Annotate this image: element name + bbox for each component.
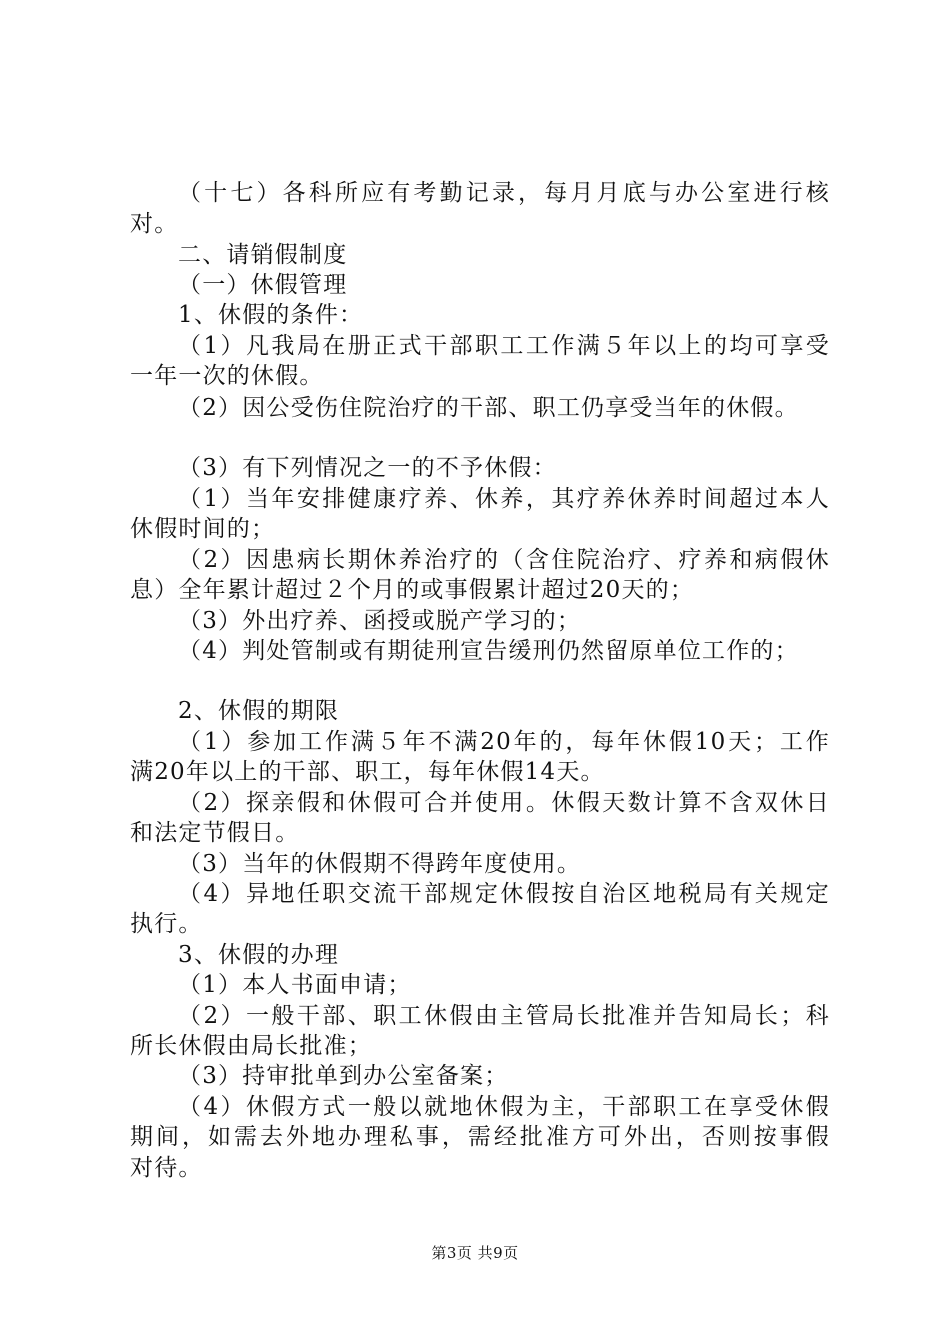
- section-heading: 二、请销假制度: [178, 242, 348, 268]
- paragraph-line: 一年一次的休假。: [130, 363, 324, 389]
- paragraph-line: （1）本人书面申请；: [178, 972, 412, 998]
- subsection-heading: （一）休假管理: [178, 272, 348, 298]
- paragraph-line: （1）凡我局在册正式干部职工工作满５年以上的均可享受: [178, 333, 830, 359]
- item-heading: 3、休假的办理: [178, 942, 340, 968]
- paragraph-line: 对待。: [130, 1155, 203, 1181]
- paragraph-line: （3）持审批单到办公室备案；: [178, 1063, 509, 1089]
- paragraph-line: 息）全年累计超过２个月的或事假累计超过20天的；: [130, 577, 695, 603]
- paragraph-line: （4）判处管制或有期徒刑宣告缓刑仍然留原单位工作的；: [178, 638, 799, 664]
- paragraph-line: （2）一般干部、职工休假由主管局长批准并告知局长；科: [178, 1003, 830, 1029]
- item-heading: 1、休假的条件：: [178, 302, 364, 328]
- paragraph-line: （3）当年的休假期不得跨年度使用。: [178, 851, 582, 877]
- paragraph-line: （4）异地任职交流干部规定休假按自治区地税局有关规定: [178, 881, 830, 907]
- paragraph-line: （2）探亲假和休假可合并使用。休假天数计算不含双休日: [178, 790, 830, 816]
- paragraph-line: （1）参加工作满５年不满20年的，每年休假10天；工作: [178, 729, 830, 755]
- paragraph-line: （4）休假方式一般以就地休假为主，干部职工在享受休假: [178, 1094, 830, 1120]
- page-number-footer: 第3页 共9页: [431, 1244, 519, 1262]
- paragraph-line: （3）外出疗养、函授或脱产学习的；: [178, 608, 582, 634]
- item-heading: 2、休假的期限: [178, 698, 340, 724]
- paragraph-line: 对。: [130, 211, 179, 237]
- paragraph-line: 满20年以上的干部、职工，每年休假14天。: [130, 759, 605, 785]
- paragraph-line: 休假时间的；: [130, 516, 276, 542]
- paragraph-line: （十七）各科所应有考勤记录，每月月底与办公室进行核: [178, 180, 830, 206]
- paragraph-line: （3）有下列情况之一的不予休假：: [178, 455, 557, 481]
- paragraph-line: 执行。: [130, 911, 203, 937]
- paragraph-line: （2）因公受伤住院治疗的干部、职工仍享受当年的休假。: [178, 395, 799, 421]
- paragraph-line: （2）因患病长期休养治疗的（含住院治疗、疗养和病假休: [178, 547, 830, 573]
- paragraph-line: 所长休假由局长批准；: [130, 1033, 372, 1059]
- paragraph-line: 和法定节假日。: [130, 820, 300, 846]
- paragraph-line: （1）当年安排健康疗养、休养，其疗养休养时间超过本人: [178, 486, 830, 512]
- paragraph-line: 期间，如需去外地办理私事，需经批准方可外出，否则按事假: [130, 1124, 830, 1150]
